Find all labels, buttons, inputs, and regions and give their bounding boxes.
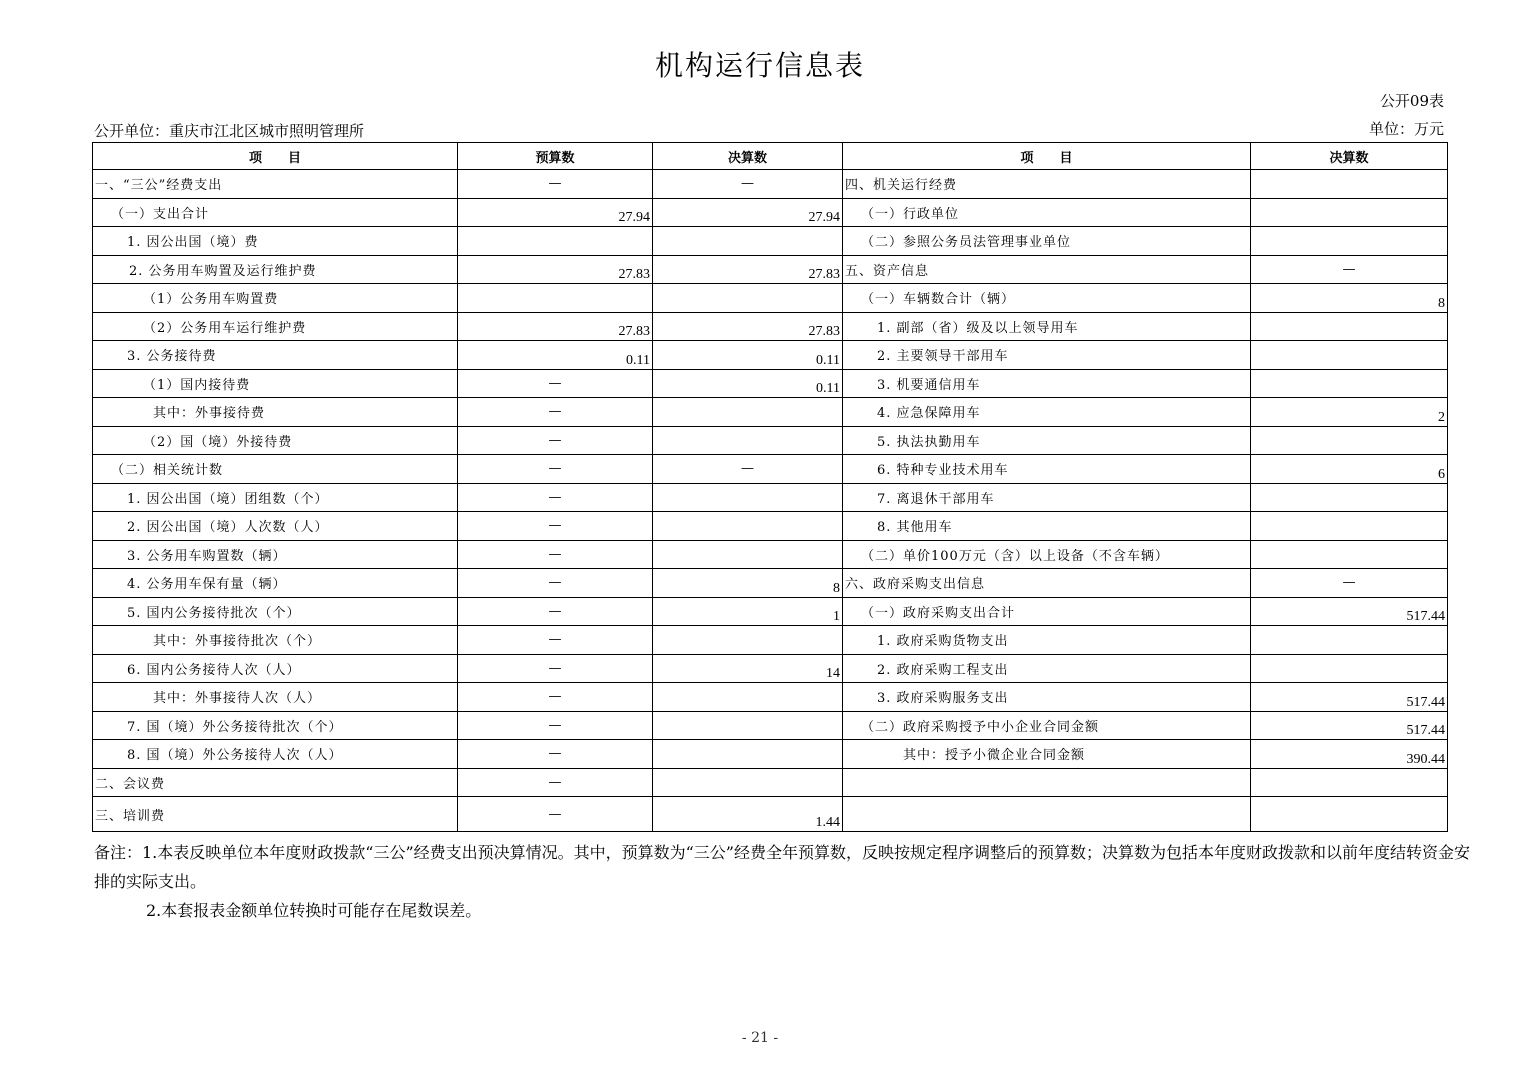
left-final-value [653, 626, 843, 655]
header-item-2: 项 目 [843, 143, 1251, 170]
right-final-value: 517.44 [1251, 683, 1448, 712]
left-final-value: 27.94 [653, 198, 843, 227]
left-budget-value: — [458, 426, 653, 455]
left-item-label: 4. 公务用车保有量（辆） [93, 569, 458, 598]
left-item-label: 三、培训费 [93, 797, 458, 832]
table-row [93, 768, 1448, 797]
note-2: 2.本套报表金额单位转换时可能存在尾数误差。 [146, 901, 482, 920]
left-budget-value: — [458, 369, 653, 398]
left-item-label: 2. 因公出国（境）人次数（人） [93, 512, 458, 541]
left-final-value: 27.83 [653, 255, 843, 284]
table-row [93, 369, 1448, 398]
notes [94, 838, 1484, 925]
left-final-value [653, 512, 843, 541]
right-final-value [1251, 540, 1448, 569]
left-item-label: 7. 国（境）外公务接待批次（个） [93, 711, 458, 740]
table-row [93, 255, 1448, 284]
right-item-label: 8. 其他用车 [843, 512, 1251, 541]
right-item-label: 5. 执法执勤用车 [843, 426, 1251, 455]
right-final-value: 517.44 [1251, 597, 1448, 626]
right-final-value [1251, 341, 1448, 370]
left-final-value [653, 426, 843, 455]
right-item-label: 1. 副部（省）级及以上领导用车 [843, 312, 1251, 341]
page-title: 机构运行信息表 [654, 49, 865, 82]
page-number: - 21 - [741, 1030, 779, 1046]
table-row [93, 426, 1448, 455]
left-item-label: 5. 国内公务接待批次（个） [93, 597, 458, 626]
left-budget-value: — [458, 797, 653, 832]
right-item-label: 四、机关运行经费 [843, 170, 1251, 199]
right-final-value: 2 [1251, 398, 1448, 427]
left-final-value [653, 768, 843, 797]
currency-unit: 单位：万元 [1368, 120, 1444, 138]
info-table [92, 142, 1448, 832]
right-item-label: （一）车辆数合计（辆） [843, 284, 1251, 313]
left-budget-value: 27.83 [458, 312, 653, 341]
table-row [93, 398, 1448, 427]
right-final-value [1251, 512, 1448, 541]
right-item-label: （一）政府采购支出合计 [843, 597, 1251, 626]
left-item-label: 8. 国（境）外公务接待人次（人） [93, 740, 458, 769]
left-budget-value: — [458, 398, 653, 427]
left-final-value [653, 683, 843, 712]
right-item-label: 2. 政府采购工程支出 [843, 654, 1251, 683]
left-final-value: — [653, 455, 843, 484]
right-final-value [1251, 369, 1448, 398]
left-item-label: 二、会议费 [93, 768, 458, 797]
right-item-label: （二）政府采购授予中小企业合同金额 [843, 711, 1251, 740]
left-budget-value: 0.11 [458, 341, 653, 370]
header-final: 决算数 [653, 143, 843, 170]
right-final-value: 390.44 [1251, 740, 1448, 769]
left-item-label: 其中：外事接待费 [93, 398, 458, 427]
left-budget-value: — [458, 170, 653, 199]
left-budget-value: — [458, 654, 653, 683]
table-row [93, 455, 1448, 484]
table-row [93, 569, 1448, 598]
left-final-value: 0.11 [653, 369, 843, 398]
right-final-value: 6 [1251, 455, 1448, 484]
table-row [93, 170, 1448, 199]
right-final-value: 517.44 [1251, 711, 1448, 740]
right-final-value: — [1251, 255, 1448, 284]
left-final-value [653, 398, 843, 427]
left-item-label: （一）支出合计 [93, 198, 458, 227]
right-final-value: 8 [1251, 284, 1448, 313]
left-budget-value: — [458, 512, 653, 541]
left-final-value: 14 [653, 654, 843, 683]
left-item-label: （1）国内接待费 [93, 369, 458, 398]
left-item-label: 一、“三公”经费支出 [93, 170, 458, 199]
right-item-label: 2. 主要领导干部用车 [843, 341, 1251, 370]
left-budget-value: — [458, 683, 653, 712]
right-final-value [1251, 227, 1448, 256]
left-item-label: （2）公务用车运行维护费 [93, 312, 458, 341]
left-item-label: 其中：外事接待批次（个） [93, 626, 458, 655]
left-budget-value [458, 227, 653, 256]
table-row [93, 711, 1448, 740]
note-1: 备注：1.本表反映单位本年度财政拨款“三公”经费支出预决算情况。其中，预算数为“三公”经费全年预算数，反映按规定程序调整后的预算数；决算数为包括本年度财政拨款和以前年度结转资金安排的实际支出。 [94, 843, 1470, 891]
table-row [93, 740, 1448, 769]
left-item-label: 其中：外事接待人次（人） [93, 683, 458, 712]
unit-name: 重庆市江北区城市照明管理所 [169, 122, 365, 140]
right-item-label: 六、政府采购支出信息 [843, 569, 1251, 598]
left-budget-value: — [458, 597, 653, 626]
table-row [93, 198, 1448, 227]
right-final-value [1251, 170, 1448, 199]
left-final-value: 1 [653, 597, 843, 626]
left-final-value [653, 284, 843, 313]
table-row [93, 797, 1448, 832]
right-item-label [843, 768, 1251, 797]
header-item: 项 目 [93, 143, 458, 170]
table-row [93, 227, 1448, 256]
right-final-value [1251, 654, 1448, 683]
left-final-value: — [653, 170, 843, 199]
left-item-label: 2. 公务用车购置及运行维护费 [93, 255, 458, 284]
right-item-label: 五、资产信息 [843, 255, 1251, 284]
left-final-value [653, 227, 843, 256]
left-budget-value: — [458, 768, 653, 797]
table-body [93, 170, 1448, 832]
right-item-label: （一）行政单位 [843, 198, 1251, 227]
left-final-value [653, 483, 843, 512]
right-item-label: 其中：授予小微企业合同金额 [843, 740, 1251, 769]
table-row [93, 483, 1448, 512]
left-budget-value: 27.83 [458, 255, 653, 284]
header-final-2: 决算数 [1251, 143, 1448, 170]
table-row [93, 654, 1448, 683]
right-item-label: 7. 离退休干部用车 [843, 483, 1251, 512]
table-row [93, 312, 1448, 341]
left-budget-value: 27.94 [458, 198, 653, 227]
left-item-label: （1）公务用车购置费 [93, 284, 458, 313]
right-item-label: 3. 机要通信用车 [843, 369, 1251, 398]
left-item-label: （二）相关统计数 [93, 455, 458, 484]
right-item-label: （二）参照公务员法管理事业单位 [843, 227, 1251, 256]
right-item-label: 4. 应急保障用车 [843, 398, 1251, 427]
left-budget-value: — [458, 711, 653, 740]
right-final-value [1251, 198, 1448, 227]
left-item-label: 6. 国内公务接待人次（人） [93, 654, 458, 683]
table-row [93, 512, 1448, 541]
right-item-label: 3. 政府采购服务支出 [843, 683, 1251, 712]
left-item-label: 3. 公务接待费 [93, 341, 458, 370]
table-row [93, 540, 1448, 569]
right-final-value [1251, 312, 1448, 341]
right-item-label: （二）单价100万元（含）以上设备（不含车辆） [843, 540, 1251, 569]
left-budget-value: — [458, 483, 653, 512]
right-final-value [1251, 768, 1448, 797]
left-final-value [653, 711, 843, 740]
right-item-label: 1. 政府采购货物支出 [843, 626, 1251, 655]
left-budget-value: — [458, 540, 653, 569]
table-row [93, 683, 1448, 712]
right-final-value [1251, 797, 1448, 832]
left-budget-value [458, 284, 653, 313]
left-item-label: 3. 公务用车购置数（辆） [93, 540, 458, 569]
right-item-label [843, 797, 1251, 832]
left-budget-value: — [458, 455, 653, 484]
right-final-value [1251, 626, 1448, 655]
left-final-value: 1.44 [653, 797, 843, 832]
left-final-value [653, 540, 843, 569]
unit-row [94, 118, 1444, 140]
table-row [93, 626, 1448, 655]
left-final-value: 0.11 [653, 341, 843, 370]
left-final-value: 27.83 [653, 312, 843, 341]
unit-label: 公开单位： [94, 122, 170, 140]
left-item-label: 1. 因公出国（境）团组数（个） [93, 483, 458, 512]
left-final-value [653, 740, 843, 769]
left-budget-value: — [458, 569, 653, 598]
table-row [93, 597, 1448, 626]
left-item-label: （2）国（境）外接待费 [93, 426, 458, 455]
table-row [93, 341, 1448, 370]
header-budget: 预算数 [458, 143, 653, 170]
right-final-value [1251, 483, 1448, 512]
left-final-value: 8 [653, 569, 843, 598]
left-budget-value: — [458, 626, 653, 655]
form-number: 公开09表 [1379, 92, 1444, 110]
right-item-label: 6. 特种专业技术用车 [843, 455, 1251, 484]
publishing-unit [94, 120, 364, 141]
table-row [93, 284, 1448, 313]
right-final-value: — [1251, 569, 1448, 598]
right-final-value [1251, 426, 1448, 455]
left-budget-value: — [458, 740, 653, 769]
table-header-row [93, 143, 1448, 170]
left-item-label: 1. 因公出国（境）费 [93, 227, 458, 256]
